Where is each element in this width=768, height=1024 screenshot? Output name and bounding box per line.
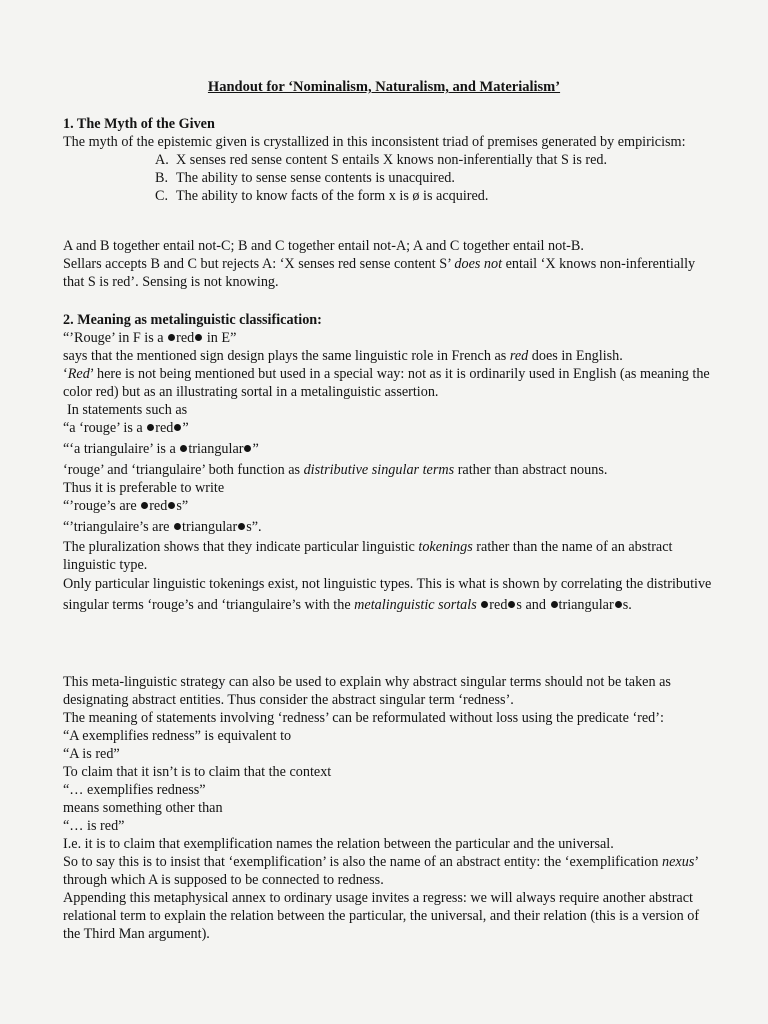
premise-item bbox=[155, 169, 713, 187]
nexus-paragraph: So to say this is to insist that ‘exemplification’ is also the name of an abstract entity: the ‘exemplification nexus’ through which A is supposed to be connected to redness. bbox=[63, 854, 699, 888]
dot-quote-mark bbox=[244, 445, 251, 452]
premise-text: The ability to know facts of the form x is ø is acquired. bbox=[176, 188, 489, 204]
dot-quote-mark bbox=[615, 601, 622, 608]
dot-quote-mark bbox=[238, 523, 245, 530]
example-triangulaires: “’triangulaire’s are triangular s”. bbox=[63, 519, 262, 535]
section-2-heading: 2. Meaning as metalinguistic classification: bbox=[63, 312, 322, 328]
triad-conclusion: A and B together entail not-C; B and C together entail not-A; A and C together entail not-B. bbox=[63, 238, 584, 254]
section-1-intro: The myth of the epistemic given is crystallized in this inconsistent triad of premises generated by empiricism: bbox=[63, 134, 686, 150]
dot-quote-mark bbox=[481, 601, 488, 608]
example-triangulaire: “‘a triangulaire’ is a triangular ” bbox=[63, 441, 259, 457]
red-paragraph: ‘Red’ here is not being mentioned but used in a special way: not as it is ordinarily used in English (as meaning the color red) but as an illustrating sortal in a metalinguistic assertion. bbox=[63, 366, 710, 400]
premise-item bbox=[155, 187, 713, 205]
example-rouge: “’Rouge’ in F is a red in E” bbox=[63, 330, 237, 346]
equivalence-line: “… exemplifies redness” bbox=[63, 782, 206, 798]
meta-paragraph: This meta-linguistic strategy can also be used to explain why abstract singular terms should not be taken as designating abstract entities. Thus consider the abstract singular term ‘redness’. bbox=[63, 674, 671, 708]
function-paragraph: ‘rouge’ and ‘triangulaire’ both function as distributive singular terms rather than abstract nouns. bbox=[63, 462, 608, 478]
section-1 bbox=[63, 115, 713, 205]
section-2-abstract-terms bbox=[63, 673, 713, 943]
equivalence-line: To claim that it isn’t is to claim that the context bbox=[63, 764, 332, 780]
premise-label: B. bbox=[155, 170, 169, 186]
section-2 bbox=[63, 311, 713, 616]
equivalence-line: “A is red” bbox=[63, 746, 120, 762]
pluralization-paragraph: The pluralization shows that they indicate particular linguistic tokenings rather than the name of an abstract linguistic type. bbox=[63, 539, 673, 573]
in-statements: In statements such as bbox=[67, 402, 188, 418]
premise-text: X senses red sense content S entails X knows non-inferentially that S is red. bbox=[176, 152, 608, 168]
dot-quote-mark bbox=[141, 502, 148, 509]
meaning-paragraph: The meaning of statements involving ‘redness’ can be reformulated without loss using the predicate ‘red’: bbox=[63, 710, 664, 726]
equivalence-line: means something other than bbox=[63, 800, 223, 816]
dot-quote-mark bbox=[180, 445, 187, 452]
tokenings-paragraph: Only particular linguistic tokenings exist, not linguistic types. This is what is shown by correlating the distributive singular terms ‘rouge’s and ‘triangulaire’s with the metalinguistic sortals red s and triangular s. bbox=[63, 576, 712, 613]
premise-list bbox=[155, 151, 713, 205]
dot-quote-mark bbox=[508, 601, 515, 608]
dot-quote-mark bbox=[195, 334, 202, 341]
equivalence-line: “A exemplifies redness” is equivalent to bbox=[63, 728, 292, 744]
example-rouges: “’rouge’s are red s” bbox=[63, 498, 189, 514]
dot-quote-mark bbox=[551, 601, 558, 608]
premise-label: C. bbox=[155, 188, 169, 204]
dot-quote-mark bbox=[174, 424, 181, 431]
sellars-position: Sellars accepts B and C but rejects A: ‘X senses red sense content S’ does not entail ‘X knows non-inferentially that S is red’. Sensing is not knowing. bbox=[63, 256, 696, 290]
dot-quote-mark bbox=[174, 523, 181, 530]
says-paragraph: says that the mentioned sign design plays the same linguistic role in French as red does in English. bbox=[63, 348, 623, 364]
page-title: Handout for ‘Nominalism, Naturalism, and Materialism’ bbox=[207, 79, 561, 95]
premise-item bbox=[155, 151, 713, 169]
ie-paragraph: I.e. it is to claim that exemplification names the relation between the particular and the universal. bbox=[63, 836, 614, 852]
dot-quote-mark bbox=[168, 502, 175, 509]
dot-quote-mark bbox=[168, 334, 175, 341]
premise-text: The ability to sense sense contents is unacquired. bbox=[176, 170, 455, 186]
example-a-rouge: “a ‘rouge’ is a red ” bbox=[63, 420, 189, 436]
premise-label: A. bbox=[155, 152, 169, 168]
thus-line: Thus it is preferable to write bbox=[63, 480, 225, 496]
section-1-conclusion bbox=[63, 237, 713, 291]
section-1-heading: 1. The Myth of the Given bbox=[63, 116, 215, 132]
regress-paragraph: Appending this metaphysical annex to ordinary usage invites a regress: we will always require another abstract relational term to explain the relation between the particular, the universal, and their relation (this is a version of the Third Man argument). bbox=[63, 890, 700, 942]
equivalence-line: “… is red” bbox=[63, 818, 125, 834]
dot-quote-mark bbox=[147, 424, 154, 431]
